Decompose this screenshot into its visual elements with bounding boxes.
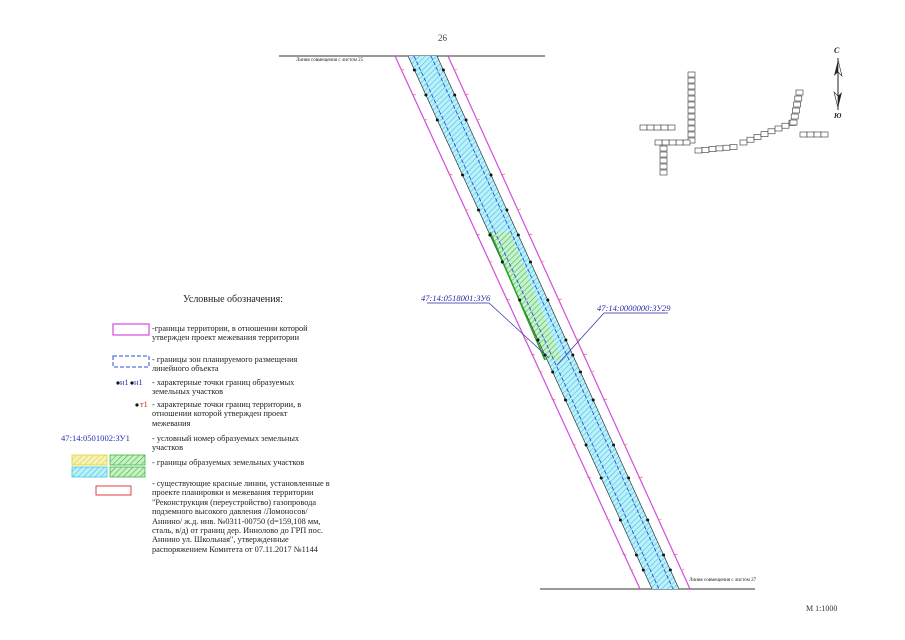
boundary-point	[477, 209, 480, 212]
key-map-sheet	[640, 125, 647, 130]
key-map-sheet	[695, 148, 702, 153]
boundary-point	[579, 371, 582, 374]
boundary-point	[424, 94, 427, 97]
boundary-point	[436, 119, 439, 122]
legend-item-conditional-number: - условный номер образуемых земельных участков	[152, 434, 300, 453]
key-map-sheet	[688, 108, 695, 113]
boundary-point	[505, 209, 508, 212]
legend-title: Условные обозначения:	[183, 294, 284, 305]
key-map-sheet	[740, 140, 747, 145]
key-map-sheet	[661, 125, 668, 130]
boundary-point	[488, 234, 491, 237]
boundary-point	[619, 519, 622, 522]
boundary-point-tick	[488, 261, 492, 262]
key-map-sheet	[709, 147, 716, 152]
key-map-sheet	[794, 102, 801, 107]
boundary-point	[546, 299, 549, 302]
legend-item-red-lines: - существующие красные линии, установленные в проекте планировки и межевания территории "Реконструкция (переустройство) газопровода подземного высокого давления /Ломоносов/Аннино/ ж.д. инв. №0311-00750 (d=159,108 мм, сталь, в/д) от границ дер. Иннолово до ГРП пос. Аннино ул. Школьная", утвержденные распоряжением Комитета от 07.11.2017 №1144	[152, 479, 330, 554]
key-map-sheet	[723, 145, 730, 150]
key-map-sheet	[688, 114, 695, 119]
legend-hatch-cyan	[72, 467, 107, 477]
key-map-sheet	[662, 140, 669, 145]
legend-marker-t1: т1	[140, 400, 148, 409]
legend-hatch-green	[110, 455, 145, 465]
boundary-point	[564, 399, 567, 402]
boundary-point	[612, 444, 615, 447]
boundary-point	[551, 371, 554, 374]
match-line-top-label: Линия совмещения с листом 25	[296, 58, 364, 63]
key-map-sheet	[792, 108, 799, 113]
key-map-sheet	[676, 140, 683, 145]
key-map-sheet	[821, 132, 828, 137]
key-map-sheet	[730, 145, 737, 150]
legend-blue-dashed-rect	[113, 356, 149, 367]
boundary-point-tick	[622, 554, 626, 555]
scale-label: М 1:1000	[806, 604, 838, 613]
key-map-sheet	[791, 114, 798, 119]
key-map-sheet	[688, 84, 695, 89]
boundary-point	[592, 399, 595, 402]
key-map-sheet	[668, 125, 675, 130]
legend-red-rect	[96, 486, 131, 495]
legend-item-territory: -границы территории, в отношении которой утвержден проект межевания территории	[152, 324, 308, 343]
key-map-sheet	[688, 90, 695, 95]
key-map-sheet	[768, 129, 775, 134]
boundary-point-tick	[506, 299, 510, 300]
boundary-point	[642, 569, 645, 572]
key-map-sheet	[647, 125, 654, 130]
callout-label-zu29: 47:14:0000000:ЗУ29	[597, 303, 671, 313]
legend-item-territory-points: - характерные точки границ территории, в отношении которой утвержден проект межевания	[152, 400, 302, 428]
key-map-sheet	[688, 126, 695, 131]
key-map-sheet	[688, 102, 695, 107]
boundary-point	[461, 174, 464, 177]
boundary-point	[413, 69, 416, 72]
boundary-point-tick	[539, 371, 543, 372]
boundary-point-tick	[524, 339, 528, 340]
boundary-point	[453, 94, 456, 97]
legend-item-points: - характерные точки границ образуемых земельных участков	[152, 378, 295, 397]
key-map-sheet	[660, 158, 667, 163]
key-map-sheet	[790, 120, 797, 125]
boundary-point	[501, 261, 504, 264]
boundary-point	[564, 339, 567, 342]
boundary-point	[517, 234, 520, 237]
south-label: Ю	[834, 112, 842, 120]
key-map-sheet	[660, 146, 667, 151]
boundary-point	[537, 339, 540, 342]
key-map-sheet	[782, 123, 789, 128]
legend-item-zone: - границы зон планируемого размещения линейного объекта	[152, 355, 298, 374]
boundary-point	[662, 554, 665, 557]
legend-magenta-rect	[113, 324, 149, 335]
boundary-point	[669, 569, 672, 572]
key-map-sheet	[761, 132, 768, 137]
boundary-point-tick	[606, 519, 610, 520]
key-map-sheet	[660, 152, 667, 157]
key-map-sheet	[716, 146, 723, 151]
north-label: С	[834, 46, 840, 55]
boundary-point	[518, 299, 521, 302]
callout-label-zu6: 47:14:0518001:ЗУ6	[421, 293, 491, 303]
key-map-sheet	[702, 147, 709, 152]
key-map-sheet	[683, 140, 690, 145]
boundary-point	[490, 174, 493, 177]
territory-boundary-left	[395, 56, 640, 589]
legend-hatch-green-2	[110, 467, 145, 477]
boundary-point	[627, 477, 630, 480]
key-map-sheet	[688, 132, 695, 137]
boundary-point	[442, 69, 445, 72]
key-map-sheet	[795, 96, 802, 101]
boundary-point-tick	[476, 234, 480, 235]
key-map-sheet	[688, 78, 695, 83]
boundary-point	[646, 519, 649, 522]
key-map-sheet	[655, 140, 662, 145]
legend-marker-n1-b: н1	[134, 378, 143, 387]
boundary-point	[600, 477, 603, 480]
boundary-point-tick	[587, 477, 591, 478]
key-map-sheet	[654, 125, 661, 130]
key-map-sheet	[660, 164, 667, 169]
north-arrow-icon	[834, 58, 842, 110]
page-number: 26	[438, 33, 447, 43]
key-map-sheet	[796, 90, 803, 95]
boundary-point	[635, 554, 638, 557]
key-map-sheet	[688, 96, 695, 101]
key-map-sheet	[688, 72, 695, 77]
boundary-point	[529, 261, 532, 264]
boundary-point	[465, 119, 468, 122]
boundary-point	[571, 354, 574, 357]
boundary-point	[585, 444, 588, 447]
legend-hatch-yellow	[72, 455, 107, 465]
key-map-sheet	[669, 140, 676, 145]
key-map-sheet	[660, 170, 667, 175]
territory-boundary-right	[448, 56, 690, 589]
legend-symbols	[72, 324, 149, 495]
key-map-sheet	[800, 132, 807, 137]
key-map-sheet	[775, 126, 782, 131]
key-map-sheet	[754, 134, 761, 139]
boundary-point-tick	[629, 569, 633, 570]
boundary-point-tick	[572, 444, 576, 445]
legend-marker-n1: н1	[120, 378, 129, 387]
boundary-point-tick	[531, 354, 535, 355]
boundary-point-tick	[552, 399, 556, 400]
legend-cadastral-example: 47:14:0501002:ЗУ1	[61, 433, 130, 443]
match-line-bottom-label: Линия совмещения с листом 27	[689, 578, 757, 583]
key-map-sheet	[814, 132, 821, 137]
key-map	[640, 72, 828, 175]
key-map-sheet	[807, 132, 814, 137]
legend-item-parcels: - границы образуемых земельных участков	[152, 458, 305, 467]
key-map-sheet	[688, 120, 695, 125]
key-map-sheet	[747, 137, 754, 142]
